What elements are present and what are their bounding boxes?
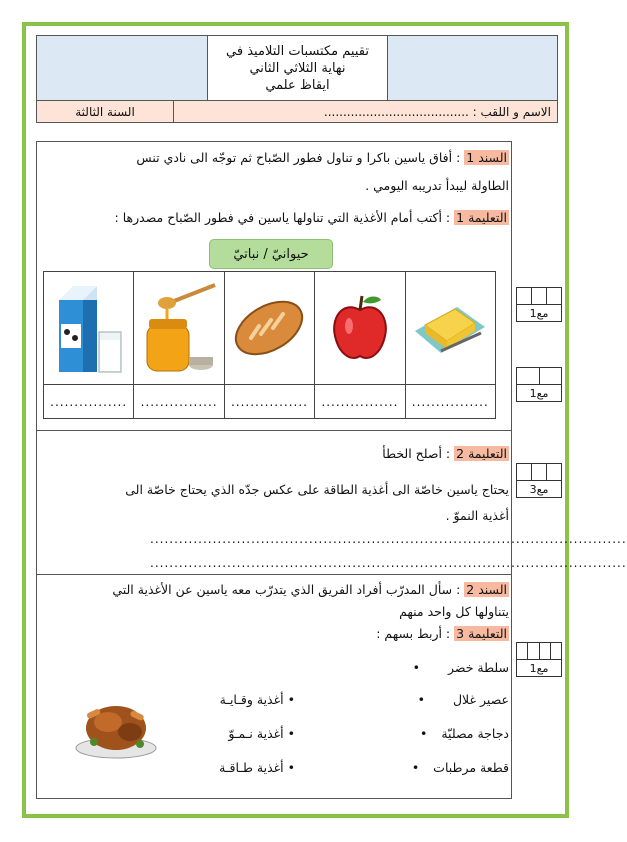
title-line-1: تقييم مكتسبات التلاميذ في <box>226 43 369 59</box>
bullet-dot: • <box>287 760 295 775</box>
score-box-2 <box>516 367 562 402</box>
score-label: مع3 <box>529 482 549 496</box>
task-3-label: التعليمة 3 <box>456 626 507 641</box>
score-box-4 <box>516 642 562 677</box>
bullet-dot: • <box>287 726 295 741</box>
title-line-2: نهاية الثلاثي الثاني <box>249 60 346 76</box>
sanad-1-line <box>136 150 509 165</box>
header-right-cell <box>387 36 557 100</box>
answer-blank[interactable]: ................ <box>321 394 399 409</box>
bullet-dot: • <box>412 660 420 675</box>
answer-line-1[interactable]: ................................................................................................... <box>150 532 627 546</box>
task-1-text: : أكتب أمام الأغذية التي تناولها ياسين في فطور الصّباح مصدرها : <box>114 210 451 225</box>
hint-button: حيوانيّ / نباتيّ <box>209 239 333 269</box>
bullet-dot: • <box>417 692 425 707</box>
score-label: مع1 <box>529 386 549 400</box>
answer-blank[interactable]: ................ <box>50 394 128 409</box>
task-1-label: التعليمة 1 <box>456 210 507 225</box>
sanad-2-text: : سأل المدرّب أفراد الفريق الذي يتدرّب معه ياسين عن الأغذية التي <box>112 582 461 597</box>
food-item-label: سلطة خضر <box>447 660 509 675</box>
answer-line-2[interactable]: ................................................................................................... <box>150 556 627 570</box>
category-protection[interactable] <box>220 692 295 707</box>
header-title <box>207 36 387 100</box>
answer-blank[interactable]: ................ <box>230 394 308 409</box>
section-divider <box>36 430 512 431</box>
food-item-salad[interactable] <box>413 660 509 675</box>
food-column <box>133 272 223 418</box>
food-column <box>405 272 495 418</box>
food-item-chicken[interactable] <box>420 726 509 741</box>
foods-table <box>43 271 496 419</box>
sentence-line-2: أغذية النموّ . <box>445 508 509 523</box>
answer-blank[interactable]: ................ <box>411 394 489 409</box>
title-line-3: ايقاظ علمي <box>265 77 330 93</box>
sentence-line-1: يحتاج ياسين خاصّة الى أغذية الطاقة على عكس جدّه الذي يحتاج خاصّة الى <box>125 482 509 497</box>
sanad-2-text-2: يتناولها كل واحد منهم <box>399 604 509 619</box>
answer-blank[interactable]: ................ <box>140 394 218 409</box>
score-box-1 <box>516 287 562 322</box>
category-energy[interactable] <box>219 760 295 775</box>
task-2-label: التعليمة 2 <box>456 446 507 461</box>
bullet-dot: • <box>411 760 420 775</box>
food-column <box>44 272 133 418</box>
food-item-label: عصير غلال <box>452 692 509 707</box>
sanad-2-label: السند 2 <box>466 582 507 597</box>
butter-image <box>406 272 495 385</box>
score-label: مع1 <box>529 306 549 320</box>
food-column <box>314 272 404 418</box>
milk-image <box>44 272 133 385</box>
food-item-label: قطعة مرطبات <box>433 760 509 775</box>
bullet-dot: • <box>287 692 295 707</box>
sanad-2-line <box>112 582 509 597</box>
category-growth[interactable] <box>228 726 295 741</box>
apple-image <box>315 272 404 385</box>
header-left-cell <box>37 36 207 100</box>
bread-image <box>225 272 314 385</box>
sanad-1-label: السند 1 <box>466 150 507 165</box>
honey-image <box>134 272 223 385</box>
category-label: أغذية وقـايـة <box>219 692 284 707</box>
header-box <box>36 35 558 101</box>
food-item-cake[interactable] <box>412 760 509 775</box>
name-bar <box>36 101 558 123</box>
task-2-line <box>382 446 509 461</box>
roast-chicken-image <box>74 694 158 760</box>
name-field[interactable]: الاسم و اللقب : ...................................... <box>174 101 557 122</box>
task-2-text: : أصلح الخطأ <box>382 446 451 461</box>
score-box-3 <box>516 463 562 498</box>
task-1-line <box>115 210 509 225</box>
section-divider <box>36 574 512 575</box>
task-3-text: : أربط بسهم : <box>376 626 451 641</box>
food-item-label: دجاجة مصليّة <box>441 726 509 741</box>
category-label: أغذية نـمـوّ <box>228 726 284 741</box>
category-label: أغذية طـاقـة <box>219 760 284 775</box>
grade-label: السنة الثالثة <box>37 101 174 122</box>
bullet-dot: • <box>419 726 428 741</box>
task-3-line <box>376 626 509 641</box>
sanad-1-text-2: الطاولة ليبدأ تدريبه اليومي . <box>365 178 509 193</box>
food-item-juice[interactable] <box>418 692 509 707</box>
food-column <box>224 272 314 418</box>
score-label: مع1 <box>529 661 549 675</box>
sanad-1-text: : أفاق ياسين باكرا و تناول فطور الصّباح ثم توجّه الى نادي تنس <box>136 150 461 165</box>
